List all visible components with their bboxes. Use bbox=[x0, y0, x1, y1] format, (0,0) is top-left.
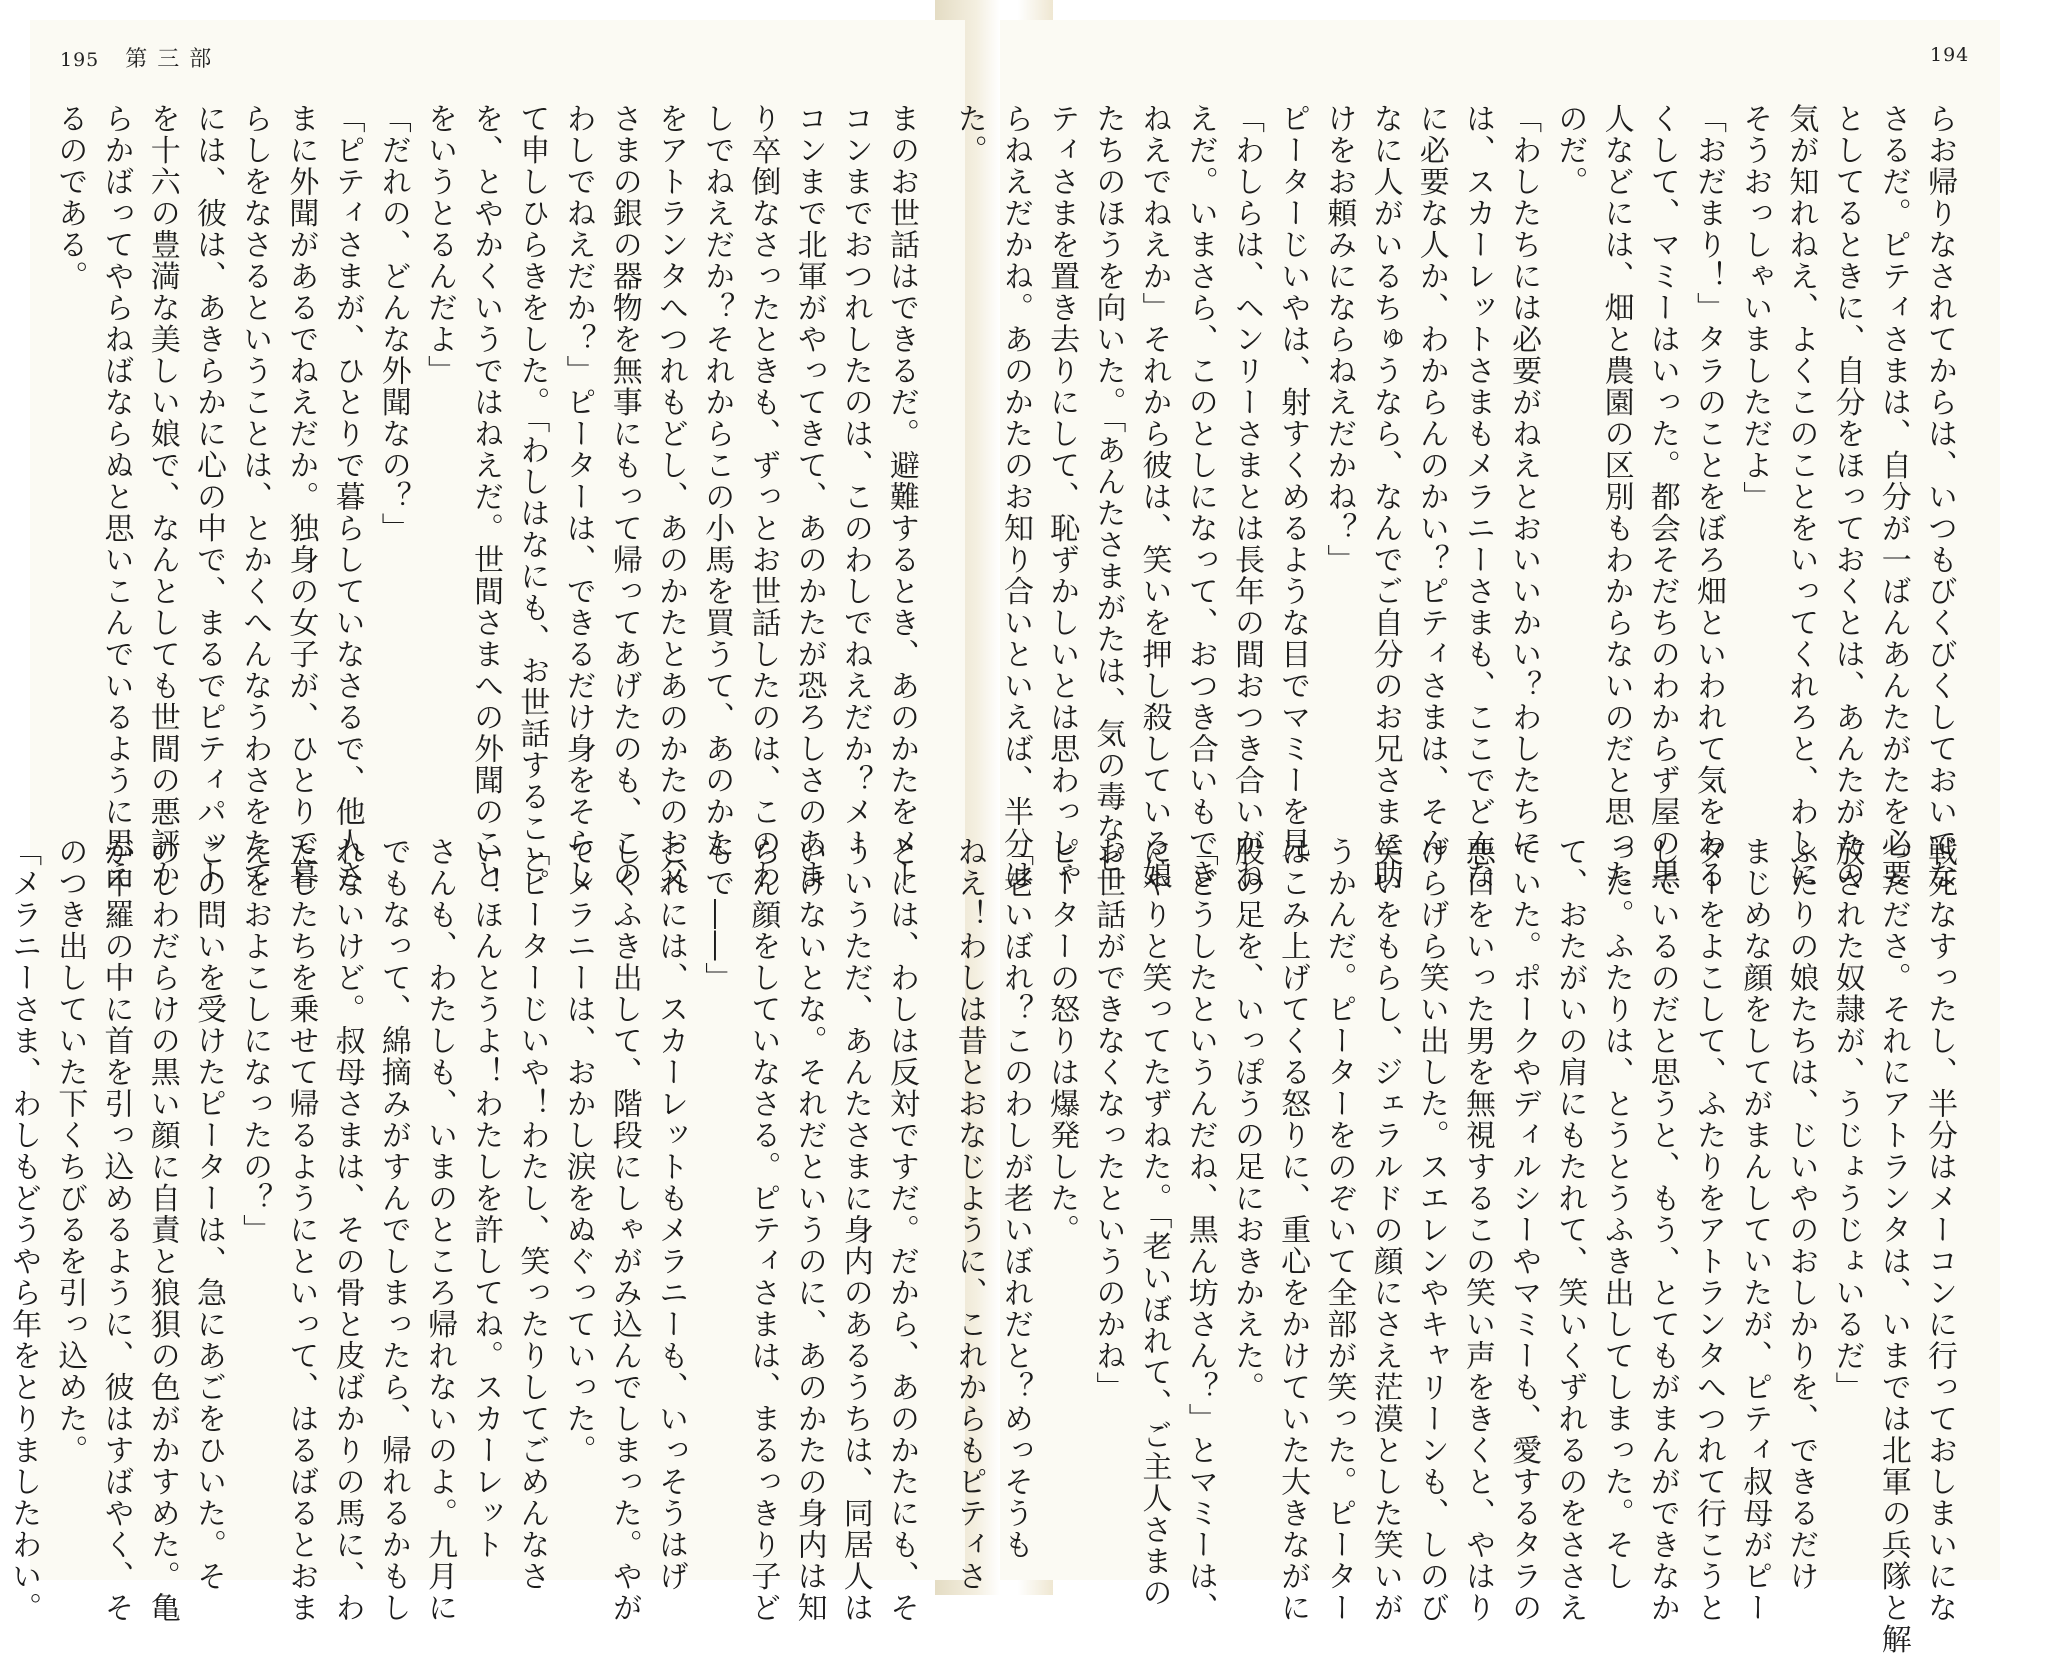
right-page-header bbox=[1930, 42, 1969, 82]
left-page-number: 195 bbox=[60, 49, 100, 71]
text-line: さんも、わたしも、いまのところ帰れないのよ。九月に bbox=[421, 836, 457, 1624]
text-line: をアトランタへつれもどし、あのかたとあのかたのお父 bbox=[652, 103, 688, 891]
text-line: を、とやかくいうではねえだ。世間さまへの外聞のこと bbox=[468, 103, 504, 891]
text-line: しているのだと思うと、もう、とてもがまんができなか bbox=[1644, 836, 1680, 1624]
text-line: らかばってやらねばならぬと思いこんでいるように思え bbox=[98, 103, 134, 891]
right-page-number: 194 bbox=[1930, 44, 1970, 66]
text-line: のしわだらけの黒い顔に自責と狼狽の色がかすめた。亀 bbox=[144, 836, 180, 1624]
left-page-header bbox=[60, 42, 221, 82]
text-line: て申しひらきをした。「わしはなにも、お世話すること bbox=[514, 103, 550, 876]
text-line: たしたちを乗せて帰るようにといって、はるばるとおま bbox=[283, 836, 319, 1624]
text-line: コンまで北軍がやってきて、あのかたが恐ろしさのあま bbox=[791, 103, 827, 891]
text-line: 「メラニーさま、わしもどうやら年をとりましたわい。 bbox=[6, 836, 42, 1624]
text-line: ターをよこして、ふたりをアトランタへつれて行こうと bbox=[1690, 836, 1726, 1624]
text-line: れないけど。叔母さまは、その骨と皮ばかりの馬に、わ bbox=[329, 836, 365, 1624]
text-line: これには、スカーレットもメラニーも、いっそうはげ bbox=[652, 836, 688, 1592]
text-line: 「老いぼれ？このわしが老いぼれだと？めっそうも bbox=[997, 836, 1033, 1561]
text-line: らしをなさるということは、とかくへんなうわさをたて bbox=[237, 103, 273, 891]
text-line: 「わしたちには必要がねえとおいいかい？わしたちに bbox=[1506, 103, 1542, 859]
left-page-upper-text bbox=[52, 103, 924, 891]
text-line: のつき出していた下くちびるを引っ込めた。 bbox=[52, 836, 88, 1466]
text-line: ういうただ、あんたさまに身内のあるうちは、同居人は bbox=[837, 836, 873, 1624]
text-line: もで――」 bbox=[699, 836, 735, 994]
text-line: ティさまを置き去りにして、恥ずかしいとは思わっしゃ bbox=[1044, 103, 1080, 891]
text-line: 「おだまり！」タラのことをぼろ畑といわれて気をわる bbox=[1690, 103, 1726, 891]
text-line: うかんだ。ピーターをのぞいて全部が笑った。ピーター bbox=[1321, 836, 1357, 1624]
text-line: った。ふたりは、とうとうふき出してしまった。そし bbox=[1598, 836, 1634, 1592]
text-line: ふたりの娘たちは、じいやのおしかりを、できるだけ bbox=[1783, 836, 1819, 1592]
text-line: 「だれの、どんな外聞なの？」 bbox=[375, 103, 411, 544]
text-line: しくふき出して、階段にしゃがみ込んでしまった。やが bbox=[606, 836, 642, 1624]
text-line: ピーターじいやは、射すくめるような目でマミーを見 bbox=[1275, 103, 1311, 859]
text-line: ピーターの怒りは爆発した。 bbox=[1044, 836, 1080, 1246]
text-line: でもなって、綿摘みがすんでしまったら、帰れるかもし bbox=[375, 836, 411, 1624]
right-page-lower-text bbox=[951, 836, 1962, 1655]
text-line: わしでねえだか？」ピーターは、できるだけ身をそらし bbox=[560, 103, 596, 891]
text-line: らお帰りなされてからは、いつもびくびくしておいでな bbox=[1922, 103, 1957, 891]
text-line: としてるときに、自分をほっておくとは、あんたがたの bbox=[1829, 103, 1865, 891]
text-line: まじめな顔をしてがまんしていたが、ピティ叔母がピー bbox=[1737, 836, 1773, 1624]
text-line: は、スカーレットさまもメラニーさまも、ここでどんな bbox=[1459, 103, 1495, 891]
text-line: た。 bbox=[951, 103, 987, 166]
text-line: をいうとるんだよ」 bbox=[421, 103, 457, 387]
text-line: えをおよこしになったの？」 bbox=[237, 836, 273, 1246]
text-line: てメラニーは、おかし涙をぬぐっていった。 bbox=[560, 836, 596, 1466]
text-line: そうおっしゃいましただよ」 bbox=[1737, 103, 1773, 513]
text-line: 「ピティさまが、ひとりで暮らしていなさるで、他人さ bbox=[329, 103, 365, 891]
text-line: らねえだかね。あのかたのお知り合いといえば、半分は bbox=[997, 103, 1033, 891]
text-line: とには、わしは反対ですだ。だから、あのかたにも、そ bbox=[884, 836, 919, 1624]
text-line: ねえ！わしは昔とおなじように、これからもピティさ bbox=[951, 836, 987, 1592]
text-line: が甲羅の中に首を引っ込めるように、彼はすばやく、そ bbox=[98, 836, 134, 1624]
text-line: 股の足を、いっぽうの足におきかえた。 bbox=[1228, 836, 1264, 1403]
text-line: 人などには、畑と農園の区別もわからないのだと思った bbox=[1598, 103, 1634, 891]
text-line: さるだ。ピティさまは、自分が一ばんあんたがたを必要 bbox=[1875, 103, 1911, 891]
text-line: この問いを受けたピーターは、急にあごをひいた。そ bbox=[190, 836, 226, 1592]
text-line: 「どうしたというんだね、黒ん坊さん？」とマミーは、 bbox=[1182, 836, 1218, 1624]
text-line: 気が知れねえ、よくこのことをいってくれろと、わしに bbox=[1783, 103, 1819, 891]
text-line: コンまでおつれしたのは、このわしでねえだか？メー bbox=[837, 103, 873, 859]
right-page-upper-text bbox=[951, 103, 1962, 891]
text-line: を十六の豊満な美しい娘で、なんとしても世間の悪評か bbox=[144, 103, 180, 891]
text-line: しでねえだか？それからこの小馬を買うて、あのかた bbox=[699, 103, 735, 859]
text-line: まのお世話はできるだ。避難するとき、あのかたをメー bbox=[884, 103, 919, 891]
text-line: ねえでねえか」それから彼は、笑いを押し殺している娘 bbox=[1136, 103, 1172, 891]
text-line: 戦死なすったし、半分はメーコンに行っておしまいにな bbox=[1922, 836, 1957, 1624]
text-line: らん顔をしていなさる。ピティさまは、まるっきり子ど bbox=[745, 836, 781, 1624]
part-title: 第三部 bbox=[125, 47, 222, 72]
text-line: いけないとな。それだというのに、あのかたの身内は知 bbox=[791, 836, 827, 1624]
text-line: には、彼は、あきらかに心の中で、まるでピティパット bbox=[190, 103, 226, 891]
text-line: げらげら笑い出した。スエレンやキャリーンも、しのび bbox=[1413, 836, 1449, 1624]
text-line: 「ピーターじいや！わたし、笑ったりしてごめんなさ bbox=[514, 836, 550, 1592]
text-line: けをお頼みにならねえだかね？」 bbox=[1321, 103, 1357, 576]
text-line: なに人がいるちゅうなら、なんでご自分のお兄さまに助 bbox=[1367, 103, 1403, 891]
text-line: お世話ができなくなったというのかね」 bbox=[1090, 836, 1126, 1403]
text-line: ったださ。それにアトランタは、いまでは北軍の兵隊と解 bbox=[1875, 836, 1911, 1655]
text-line: ていた。ポークやディルシーやマミーも、愛するタラの bbox=[1506, 836, 1542, 1624]
text-line: くして、マミーはいった。都会そだちのわからず屋の黒 bbox=[1644, 103, 1680, 891]
text-line: 笑いをもらし、ジェラルドの顔にさえ茫漠とした笑いが bbox=[1367, 836, 1403, 1624]
text-line: 放された奴隷が、うじょうじょいるだ」 bbox=[1829, 836, 1865, 1403]
text-line: 「わしらは、ヘンリーさまとは長年の間おつき合いがね bbox=[1228, 103, 1264, 891]
text-line: り卒倒なさったときも、ずっとお世話したのは、このわ bbox=[745, 103, 781, 891]
text-line: にやりと笑ってたずねた。「老いぼれて、ご主人さまの bbox=[1136, 836, 1172, 1609]
left-page-lower-text bbox=[6, 836, 924, 1624]
text-line: さまの銀の器物を無事にもって帰ってあげたのも、この bbox=[606, 103, 642, 891]
text-line: るのである。 bbox=[52, 103, 88, 292]
text-line: はこみ上げてくる怒りに、重心をかけていた大きながに bbox=[1275, 836, 1311, 1624]
text-line: に必要な人か、わからんのかい？ピティさまは、そん bbox=[1413, 103, 1449, 859]
text-line: のだ。 bbox=[1552, 103, 1588, 198]
text-line: 悪口をいった男を無視するこの笑い声をきくと、やはり bbox=[1459, 836, 1495, 1624]
text-line: まに外聞があるでねえだか。独身の女子が、ひとりで暮 bbox=[283, 103, 319, 891]
text-line: て、おたがいの肩にもたれて、笑いくずれるのをささえ bbox=[1552, 836, 1588, 1624]
text-line: えだ。いまさら、このとしになって、おつき合いもでき bbox=[1182, 103, 1218, 891]
text-line: い！ほんとうよ！わたしを許してね。スカーレット bbox=[468, 836, 504, 1561]
text-line: たちのほうを向いた。「あんたさまがたは、気の毒なピ bbox=[1090, 103, 1126, 876]
